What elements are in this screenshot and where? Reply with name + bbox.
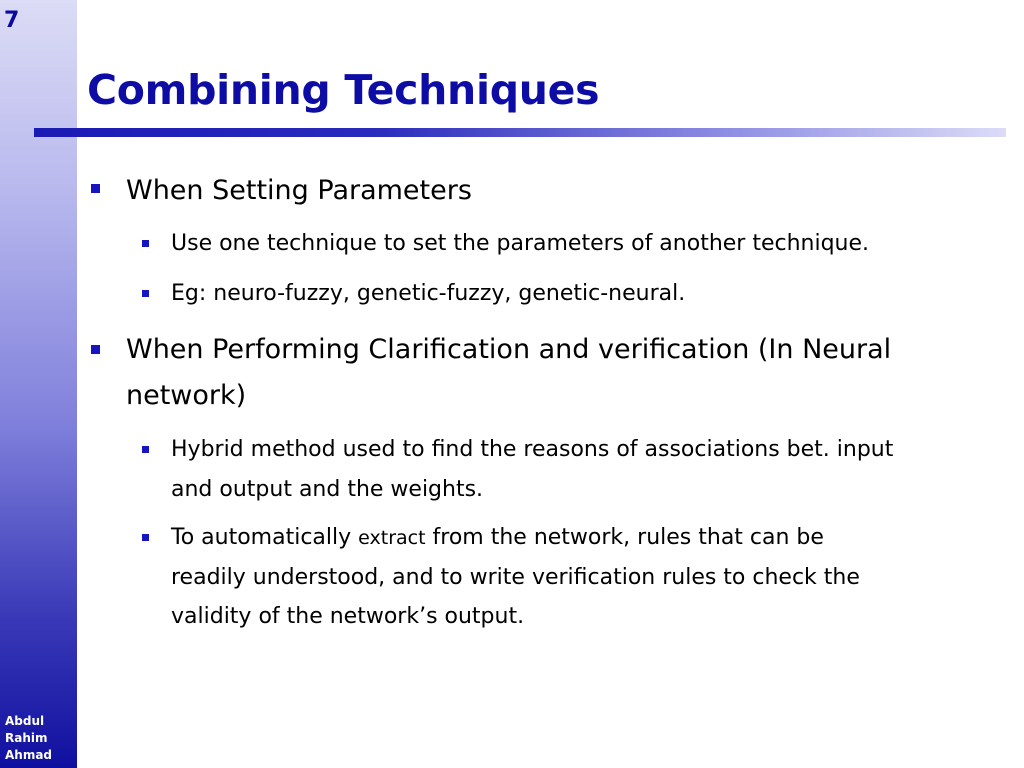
bullet-when-performing-line2: network) <box>126 380 247 411</box>
text-segment: from the network, rules that can be <box>425 525 824 550</box>
bullet-square-icon <box>91 184 100 193</box>
author-middle-name: Rahim <box>5 731 48 745</box>
bullet-when-setting-parameters: When Setting Parameters <box>126 175 472 206</box>
sub-bullet-to-automatically-line1 <box>171 518 824 558</box>
bullet-square-icon <box>91 345 100 354</box>
sub-bullet-use-one-technique: Use one technique to set the parameters of another technique. <box>171 231 870 256</box>
slide-number: 7 <box>4 8 20 33</box>
sub-bullet-eg-neuro-fuzzy: Eg: neuro-fuzzy, genetic-fuzzy, genetic-neural. <box>171 281 686 306</box>
author-first-name: Abdul <box>5 714 45 728</box>
text-segment-small: extract <box>358 527 426 549</box>
bullet-when-performing-line1: When Performing Clarification and verification (In Neural <box>126 334 892 365</box>
slide-title: Combining Techniques <box>87 66 600 114</box>
sub-bullet-square-icon <box>142 534 149 541</box>
text-segment: To automatically <box>171 525 359 550</box>
sub-bullet-hybrid-method-line2: and output and the weights. <box>171 477 484 502</box>
sub-bullet-square-icon <box>142 446 149 453</box>
sub-bullet-hybrid-method-line1: Hybrid method used to find the reasons of associations bet. input <box>171 437 894 462</box>
sub-bullet-square-icon <box>142 290 149 297</box>
sub-bullet-square-icon <box>142 240 149 247</box>
author-last-name: Ahmad <box>5 748 53 762</box>
sub-bullet-to-automatically-line2: readily understood, and to write verification rules to check the <box>171 565 860 590</box>
sub-bullet-to-automatically-line3: validity of the network’s output. <box>171 604 525 629</box>
